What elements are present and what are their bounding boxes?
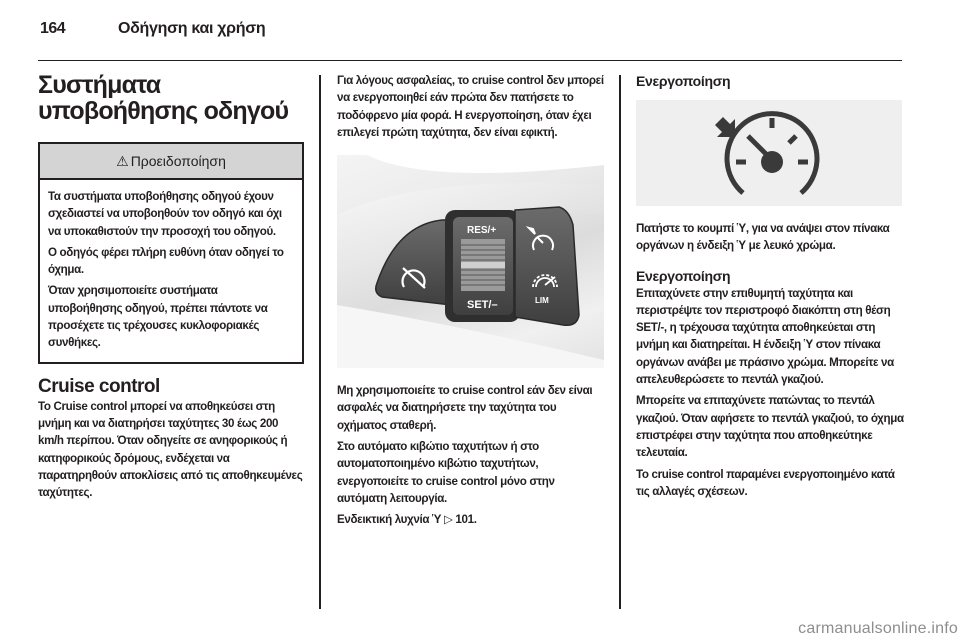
cross-reference xyxy=(337,511,604,528)
set-minus-label: SET/– xyxy=(467,299,498,312)
warning-triangle-icon: ⚠ xyxy=(116,152,129,169)
column-divider xyxy=(619,75,621,609)
warning-title: Προειδοποίηση xyxy=(130,153,226,169)
cruise-control-icon-panel xyxy=(636,100,902,206)
reference-text: Ενδεικτική λυχνία xyxy=(337,513,430,527)
switch-on-heading: Ενεργοποίηση xyxy=(636,73,731,89)
warning-body xyxy=(40,180,302,362)
watermark: carmanualsonline.info xyxy=(798,620,958,637)
lim-label: LIM xyxy=(535,296,549,306)
section-title-line: υποβοήθησης οδηγού xyxy=(38,97,289,125)
safety-paragraph: Για λόγους ασφαλείας, το cruise control δεν μπορεί να ενεργοποιηθεί εάν πρώτα δεν πατήσετε το ποδόφρενο μία φορά. Η ενεργοποίηση, όταν έχει επιλεγεί πρώτη ταχύτητα, δεν είναι εφικτή. xyxy=(337,74,604,139)
warning-paragraph: Τα συστήματα υποβοήθησης οδηγού έχουν σχεδιαστεί να υποβοηθούν τον οδηγό και όχι να υποκαθιστούν την προσοχή του οδηγού. xyxy=(48,190,282,238)
cruise-control-paragraph: Το Cruise control μπορεί να αποθηκεύσει στη μνήμη και να διατηρήσει ταχύτητες 30 έως 200 km/h περίπου. Όταν οδηγείτε σε ανηφορικούς ή κατηφορικούς δρόμους, ενδέχεται να παρατηρηθούν αποκλίσεις από τις αποθηκευμένες ταχύτητες. xyxy=(38,399,303,500)
activation-heading: Ενεργοποίηση xyxy=(636,267,731,284)
body-paragraph: Μη χρησιμοποιείτε το cruise control εάν δεν είναι ασφαλές να διατηρήσετε την ταχύτητα του οχήματος σταθερή. xyxy=(337,384,593,432)
steering-wheel-buttons-illustration xyxy=(337,155,604,368)
column-2 xyxy=(337,72,604,533)
steering-wheel-controls-photo xyxy=(337,155,604,368)
page-reference-arrow-icon: ▷ xyxy=(443,513,453,527)
cruise-control-heading: Cruise control xyxy=(38,375,160,397)
warning-paragraph: Όταν χρησιμοποιείτε συστήματα υποβοήθησης οδηγού, πρέπει πάντοτε να προσέχετε τις τρέχουσες κυκλοφοριακές συνθήκες. xyxy=(48,284,268,350)
cruise-control-icon xyxy=(636,100,902,206)
page-header xyxy=(40,20,265,46)
cruise-indicator-glyph: Ὑ xyxy=(431,513,442,527)
body-paragraph: Επιταχύνετε στην επιθυμητή ταχύτητα και περιστρέψτε τον περιστροφό διακόπτη στη θέση SET/-, η τρέχουσα ταχύτητα αποθηκεύεται στη μνήμη και διατηρείται. Η ένδειξη Ὑ στον πίνακα οργάνων ανάβει με πράσινο χρώμα. Μπορείτε να απελευθερώσετε το πεντάλ γκαζιού. xyxy=(636,286,894,387)
body-paragraph: Το cruise control παραμένει ενεργοποιημένο κατά τις αλλαγές σχέσεων. xyxy=(636,467,895,498)
body-paragraph: Μπορείτε να επιταχύνετε πατώντας το πεντάλ γκαζιού. Όταν αφήσετε το πεντάλ γκαζιού, το όχημα επιστρέφει στην ταχύτητα που αποθηκεύτηκε τελευταία. xyxy=(636,394,904,460)
running-title: Οδήγηση και χρήση xyxy=(118,20,266,37)
column-3 xyxy=(636,72,904,504)
warning-box xyxy=(38,142,304,364)
column-1 xyxy=(38,72,304,505)
header-divider xyxy=(38,60,902,61)
body-paragraph: Στο αυτόματο κιβώτιο ταχυτήτων ή στο αυτοματοποιημένο κιβώτιο ταχυτήτων, ενεργοποιείτε το cruise control μόνο στην αυτόματη λειτουργία. xyxy=(337,440,555,505)
page-number: 164 xyxy=(40,20,66,37)
switch-on-paragraph: Πατήστε το κουμπί Ὑ, για να ανάψει στον πίνακα οργάνων η ένδειξη Ὑ με λευκό χρώμα. xyxy=(636,222,890,253)
page-reference-link[interactable]: 101. xyxy=(455,513,477,527)
section-title-line: Συστήματα xyxy=(38,71,161,99)
warning-header xyxy=(40,144,302,180)
column-divider xyxy=(319,75,321,609)
warning-paragraph: Ο οδηγός φέρει πλήρη ευθύνη όταν οδηγεί το όχημα. xyxy=(48,245,284,277)
section-title xyxy=(38,72,304,124)
res-plus-label: RES/+ xyxy=(467,225,497,237)
